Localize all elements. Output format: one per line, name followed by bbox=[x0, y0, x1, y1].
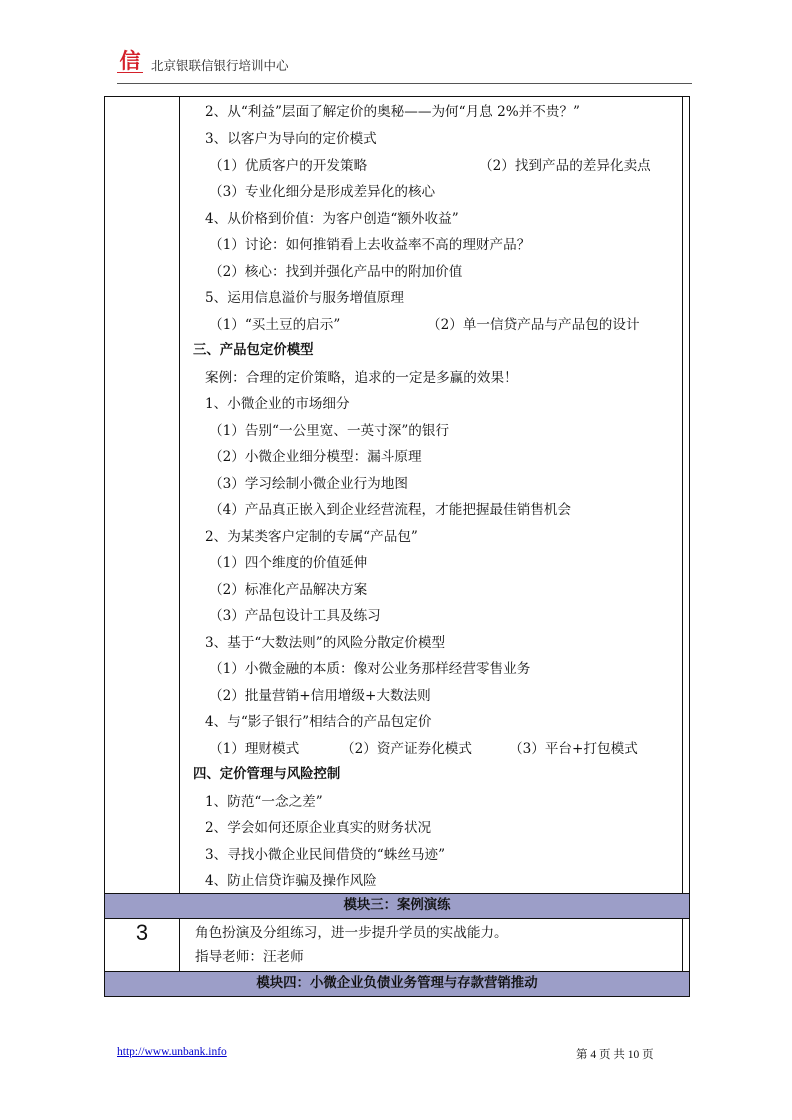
list-item: （2）单一信贷产品与产品包的设计 bbox=[427, 317, 640, 333]
module3-heading: 模块三：案例演练 bbox=[105, 894, 689, 919]
list-item: （1）小微金融的本质：像对公业务那样经营零售业务 bbox=[209, 661, 531, 677]
module3-instructor: 指导老师：汪老师 bbox=[195, 949, 304, 965]
list-item: 2、从“利益”层面了解定价的奥秘——为何“月息 2%并不贵？” bbox=[205, 104, 580, 120]
company-logo bbox=[117, 50, 143, 78]
list-item: （1）“买土豆的启示” bbox=[209, 317, 341, 333]
section-heading: 四、定价管理与风险控制 bbox=[193, 767, 341, 782]
list-item: （3）产品包设计工具及练习 bbox=[209, 608, 381, 624]
module3-row bbox=[105, 919, 689, 972]
list-item: （2）小微企业细分模型：漏斗原理 bbox=[209, 449, 422, 465]
list-item: 1、防范“一念之差” bbox=[205, 794, 323, 810]
list-item: 1、小微企业的市场细分 bbox=[205, 396, 350, 412]
module-number-cell bbox=[105, 919, 180, 971]
list-item: （2）标准化产品解决方案 bbox=[209, 582, 368, 598]
list-item: （1）告别“一公里宽、一英寸深”的银行 bbox=[209, 423, 450, 439]
list-item: （2）核心：找到并强化产品中的附加价值 bbox=[209, 264, 463, 280]
course-table bbox=[104, 96, 690, 997]
content-row bbox=[105, 97, 689, 894]
module4-heading: 模块四：小微企业负债业务管理与存款营销推动 bbox=[105, 972, 689, 997]
list-item: （1）优质客户的开发策略 bbox=[209, 158, 368, 174]
logo-glyph: 信 bbox=[119, 48, 141, 73]
list-item: 3、基于“大数法则”的风险分散定价模型 bbox=[205, 635, 446, 651]
list-item: 5、运用信息溢价与服务增值原理 bbox=[205, 290, 404, 306]
list-item: 4、与“影子银行”相结合的产品包定价 bbox=[205, 714, 432, 730]
list-item: 2、学会如何还原企业真实的财务状况 bbox=[205, 820, 432, 836]
footer-website-link[interactable]: http://www.unbank.info bbox=[117, 1046, 227, 1058]
list-item: （2）资产证券化模式 bbox=[341, 741, 472, 757]
list-item: 4、防止信贷诈骗及操作风险 bbox=[205, 873, 377, 889]
list-item: （3）专业化细分是形成差异化的核心 bbox=[209, 184, 436, 200]
header-title: 北京银联信银行培训中心 bbox=[151, 58, 289, 73]
list-item: （4）产品真正嵌入到企业经营流程，才能把握最佳销售机会 bbox=[209, 502, 572, 518]
list-item: 4、从价格到价值：为客户创造“额外收益” bbox=[205, 211, 459, 227]
module3-description: 角色扮演及分组练习，进一步提升学员的实战能力。 bbox=[195, 925, 508, 941]
section-heading: 三、产品包定价模型 bbox=[193, 343, 314, 358]
list-item: （2）批量营销+信用增级+大数法则 bbox=[209, 688, 431, 704]
left-cell bbox=[105, 97, 180, 893]
list-item: （3）平台+打包模式 bbox=[509, 741, 638, 757]
list-item: 2、为某类客户定制的专属“产品包” bbox=[205, 529, 418, 545]
footer-page-number: 第 4 页 共 10 页 bbox=[576, 1049, 654, 1061]
list-item: 3、寻找小微企业民间借贷的“蛛丝马迹” bbox=[205, 847, 446, 863]
module-number: 3 bbox=[135, 920, 149, 945]
list-item: （1）理财模式 bbox=[209, 741, 300, 757]
page-header bbox=[117, 48, 692, 82]
list-item: （3）学习绘制小微企业行为地图 bbox=[209, 476, 408, 492]
header-divider bbox=[117, 83, 692, 84]
list-item: 案例：合理的定价策略，追求的一定是多赢的效果！ bbox=[205, 370, 518, 386]
list-item: （1）讨论：如何推销看上去收益率不高的理财产品？ bbox=[209, 237, 531, 253]
list-item: （1）四个维度的价值延伸 bbox=[209, 555, 368, 571]
right-rule bbox=[682, 97, 683, 893]
list-item: （2）找到产品的差异化卖点 bbox=[479, 158, 651, 174]
list-item: 3、以客户为导向的定价模式 bbox=[205, 131, 377, 147]
